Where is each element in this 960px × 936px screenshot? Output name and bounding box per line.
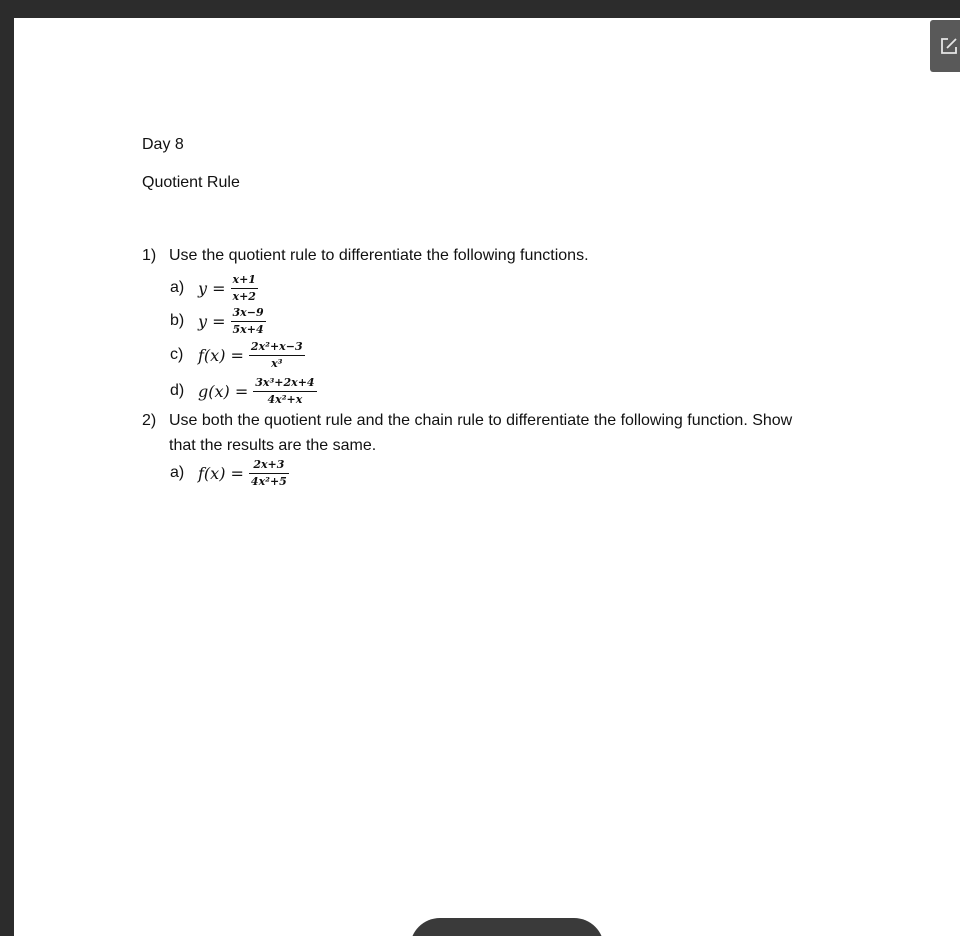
question-1-text: Use the quotient rule to differentiate the following functions. [169,247,589,264]
numerator: x+1 [232,273,256,286]
fraction [249,458,289,488]
question-1b [170,306,266,336]
item-label: d) [170,382,185,399]
question-1a [170,273,258,303]
topic-heading: Quotient Rule [142,174,240,191]
numerator: 2x+3 [253,458,285,471]
item-label: a) [170,279,185,296]
denominator: x³ [271,357,283,370]
function-lhs: f(x) = [198,345,244,365]
question-2-text-line1: Use both the quotient rule and the chain rule to differentiate the following function. Show [169,412,793,429]
question-2a [170,458,289,488]
denominator: 4x²+5 [250,475,287,488]
question-1-number: 1) [142,247,157,264]
fraction-bar [249,355,305,356]
item-label: a) [170,464,185,481]
fraction [231,273,258,303]
function-lhs: y = [198,311,226,331]
fraction [253,376,316,406]
fraction-bar [231,321,266,322]
question-1d [170,376,317,406]
document-page [14,18,960,936]
page-toolbar-pill[interactable] [410,918,604,936]
numerator: 2x²+x−3 [250,340,303,353]
question-1c [170,340,305,370]
fraction [231,306,266,336]
popout-button[interactable] [930,20,960,72]
popout-icon [940,37,958,55]
item-label: c) [170,346,184,363]
denominator: 5x+4 [232,323,264,336]
denominator: 4x²+x [267,393,303,406]
numerator: 3x³+2x+4 [255,376,315,389]
function-lhs: g(x) = [198,381,249,401]
day-heading: Day 8 [142,136,184,153]
question-2-number: 2) [142,412,157,429]
fraction-bar [249,473,289,474]
numerator: 3x−9 [232,306,264,319]
question-2-text-line2: that the results are the same. [169,437,377,454]
function-lhs: y = [198,278,226,298]
item-label: b) [170,312,185,329]
fraction [249,340,305,370]
denominator: x+2 [232,290,256,303]
fraction-bar [253,391,316,392]
function-lhs: f(x) = [198,463,244,483]
fraction-bar [231,288,258,289]
